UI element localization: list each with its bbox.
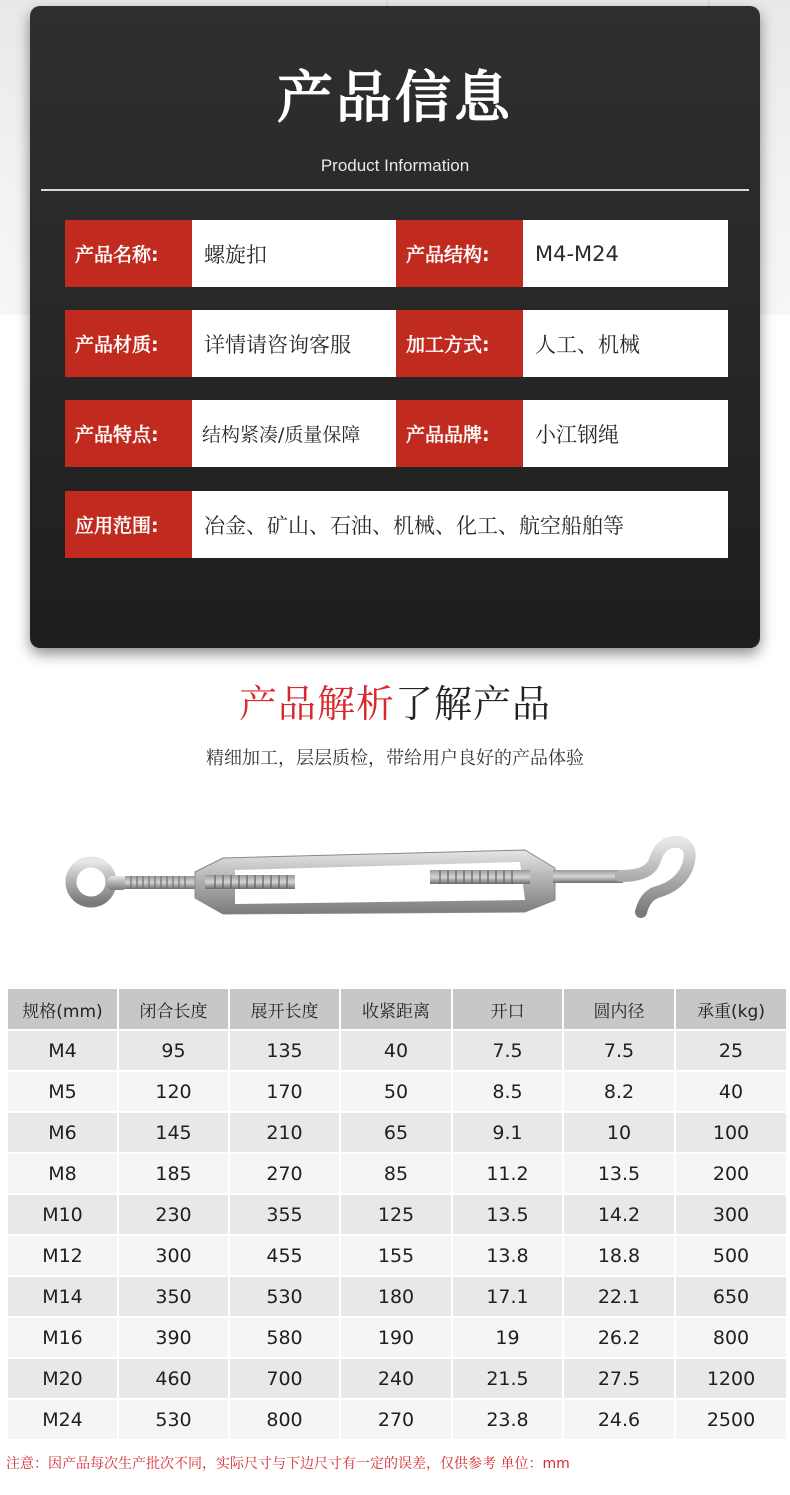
column-header: 收紧距离 — [340, 988, 452, 1030]
table-cell: 40 — [340, 1030, 452, 1071]
table-row — [7, 1358, 787, 1399]
table-cell: 13.5 — [563, 1153, 675, 1194]
table-cell: M5 — [7, 1071, 118, 1112]
value-material: 详情请咨询客服 — [192, 310, 396, 377]
column-header: 圆内径 — [563, 988, 675, 1030]
table-cell: M20 — [7, 1358, 118, 1399]
table-cell: 390 — [118, 1317, 229, 1358]
page-title: 产品信息 — [277, 66, 513, 131]
column-header: 闭合长度 — [118, 988, 229, 1030]
value-product-name: 螺旋扣 — [192, 220, 396, 287]
table-cell: 170 — [229, 1071, 340, 1112]
table-cell: 10 — [563, 1112, 675, 1153]
table-cell: 27.5 — [563, 1358, 675, 1399]
table-cell: M8 — [7, 1153, 118, 1194]
table-cell: 185 — [118, 1153, 229, 1194]
table-cell: 135 — [229, 1030, 340, 1071]
table-row — [7, 1317, 787, 1358]
table-cell: 200 — [675, 1153, 787, 1194]
analysis-heading-dark: 了解产品 — [395, 682, 552, 726]
column-header: 展开长度 — [229, 988, 340, 1030]
table-cell: 145 — [118, 1112, 229, 1153]
table-row — [7, 1194, 787, 1235]
table-cell: M14 — [7, 1276, 118, 1317]
table-cell: 65 — [340, 1112, 452, 1153]
table-cell: M12 — [7, 1235, 118, 1276]
table-cell: 800 — [675, 1317, 787, 1358]
table-cell: 350 — [118, 1276, 229, 1317]
table-cell: 11.2 — [452, 1153, 563, 1194]
table-row — [7, 1112, 787, 1153]
table-cell: 21.5 — [452, 1358, 563, 1399]
table-cell: M4 — [7, 1030, 118, 1071]
table-cell: 240 — [340, 1358, 452, 1399]
analysis-subtitle: 精细加工，层层质检，带给用户良好的产品体验 — [206, 748, 584, 769]
table-cell: 22.1 — [563, 1276, 675, 1317]
footnote: 注意：因产品每次生产批次不同，实际尺寸与下边尺寸有一定的误差，仅供参考 单位：mm — [6, 1456, 570, 1472]
table-cell: 8.5 — [452, 1071, 563, 1112]
table-cell: 500 — [675, 1235, 787, 1276]
table-cell: 7.5 — [452, 1030, 563, 1071]
value-application: 冶金、矿山、石油、机械、化工、航空船舶等 — [192, 491, 728, 558]
table-cell: 2500 — [675, 1399, 787, 1440]
page-subtitle: Product Information — [320, 156, 470, 175]
table-cell: 8.2 — [563, 1071, 675, 1112]
column-header: 开口 — [452, 988, 563, 1030]
table-cell: 24.6 — [563, 1399, 675, 1440]
table-row — [7, 1399, 787, 1440]
table-cell: 40 — [675, 1071, 787, 1112]
label-process: 加工方式: — [396, 310, 523, 377]
table-cell: 190 — [340, 1317, 452, 1358]
label-material: 产品材质: — [65, 310, 192, 377]
value-product-structure: M4-M24 — [523, 220, 728, 287]
table-cell: 300 — [118, 1235, 229, 1276]
table-row — [7, 1030, 787, 1071]
table-cell: 13.5 — [452, 1194, 563, 1235]
table-header-row — [7, 988, 787, 1030]
table-cell: 270 — [340, 1399, 452, 1440]
table-cell: 18.8 — [563, 1235, 675, 1276]
value-brand: 小江钢绳 — [523, 400, 728, 467]
table-cell: 300 — [675, 1194, 787, 1235]
table-cell: 23.8 — [452, 1399, 563, 1440]
label-product-structure: 产品结构: — [396, 220, 523, 287]
table-cell: M24 — [7, 1399, 118, 1440]
table-cell: 19 — [452, 1317, 563, 1358]
table-cell: 230 — [118, 1194, 229, 1235]
label-product-name: 产品名称: — [65, 220, 192, 287]
table-cell: 650 — [675, 1276, 787, 1317]
table-row — [7, 1276, 787, 1317]
table-cell: 120 — [118, 1071, 229, 1112]
table-cell: 180 — [340, 1276, 452, 1317]
analysis-heading-red: 产品解析 — [238, 682, 395, 726]
product-info-card — [30, 6, 760, 648]
column-header: 规格(mm) — [7, 988, 118, 1030]
table-cell: 700 — [229, 1358, 340, 1399]
table-cell: M10 — [7, 1194, 118, 1235]
divider — [41, 189, 749, 191]
table-cell: 13.8 — [452, 1235, 563, 1276]
table-cell: 14.2 — [563, 1194, 675, 1235]
table-row — [7, 1153, 787, 1194]
table-cell: 355 — [229, 1194, 340, 1235]
table-cell: 1200 — [675, 1358, 787, 1399]
table-cell: 95 — [118, 1030, 229, 1071]
table-cell: 17.1 — [452, 1276, 563, 1317]
table-cell: 455 — [229, 1235, 340, 1276]
table-cell: 85 — [340, 1153, 452, 1194]
table-cell: 580 — [229, 1317, 340, 1358]
column-header: 承重(kg) — [675, 988, 787, 1030]
table-cell: 100 — [675, 1112, 787, 1153]
table-cell: M16 — [7, 1317, 118, 1358]
table-cell: 9.1 — [452, 1112, 563, 1153]
analysis-heading — [0, 678, 790, 730]
label-application: 应用范围: — [65, 491, 192, 558]
table-cell: 800 — [229, 1399, 340, 1440]
table-cell: 270 — [229, 1153, 340, 1194]
table-cell: 155 — [340, 1235, 452, 1276]
label-brand: 产品品牌: — [396, 400, 523, 467]
spec-table — [6, 987, 788, 1441]
table-cell: M6 — [7, 1112, 118, 1153]
table-row — [7, 1235, 787, 1276]
table-row — [7, 1071, 787, 1112]
turnbuckle-image — [55, 820, 715, 940]
table-cell: 7.5 — [563, 1030, 675, 1071]
table-cell: 460 — [118, 1358, 229, 1399]
label-features: 产品特点: — [65, 400, 192, 467]
table-cell: 50 — [340, 1071, 452, 1112]
table-cell: 26.2 — [563, 1317, 675, 1358]
table-cell: 530 — [229, 1276, 340, 1317]
value-process: 人工、机械 — [523, 310, 728, 377]
table-cell: 125 — [340, 1194, 452, 1235]
table-cell: 210 — [229, 1112, 340, 1153]
table-cell: 25 — [675, 1030, 787, 1071]
value-features: 结构紧凑/质量保障 — [192, 400, 396, 467]
table-cell: 530 — [118, 1399, 229, 1440]
